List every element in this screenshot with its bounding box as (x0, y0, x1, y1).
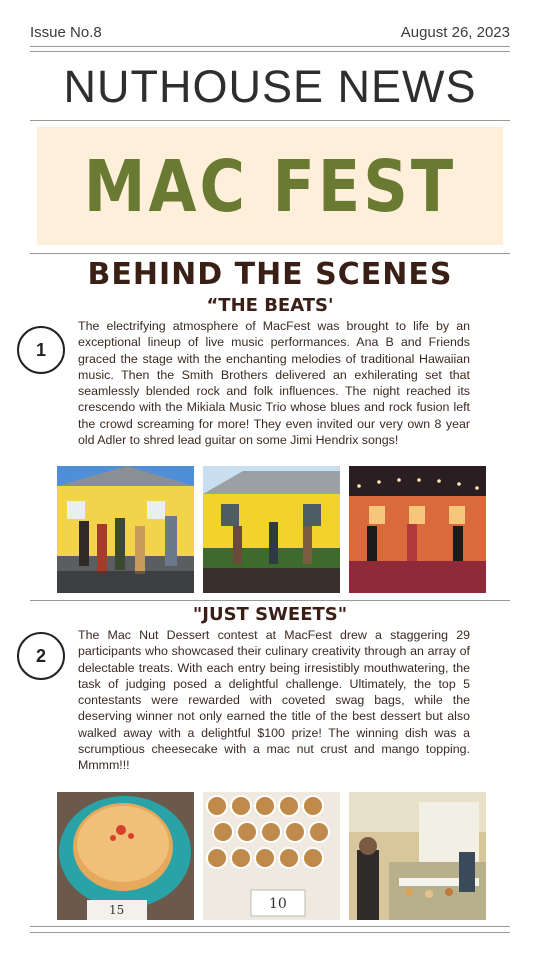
issue-number: Issue No.8 (30, 23, 102, 41)
story-1-number-badge (17, 326, 65, 374)
event-banner (37, 127, 503, 245)
photo-label-15: 15 (109, 903, 125, 917)
story-2-number-badge (17, 632, 65, 680)
photo-night-concert (349, 466, 486, 593)
story-2-body: The Mac Nut Dessert contest at MacFest drew a staggering 29 participants who showcased their culinary creativity through an array of delectable treats. With each entry being irresistibly mouthwatering, the task of judging posed a delightful challenge. Ultimately, the top 5 contestants were rewarded with coveted swag bags, while the deserving winner not only earned the title of the best dessert but also walked away with a delightful $100 prize! The winning dish was a scrumptious cheesecake with a mac nut crust and mango topping. Mmmm!!! (78, 628, 470, 773)
bottom-rule-1 (30, 926, 510, 927)
photo-dessert-tables (349, 792, 486, 920)
issue-date: August 26, 2023 (400, 23, 510, 41)
banner-rule (30, 253, 510, 254)
story-1-body: The electrifying atmosphere of MacFest was brought to life by an exceptional lineup of live music performances. Ana B and Friends graced the stage with the enchanting melodies of traditional Hawaiian music. Then the Smith Brothers delivered an exhilerating set that seamlessly blended rock and folk influences. The night reached its crescendo with the Mikiala Music Trio whose blues and rock fusion left the crowd screaming for more! They even invited our very own 8 year old Adler to shred lead guitar on some Jimi Hendrix songs! (78, 319, 470, 448)
photo-band-on-street (57, 466, 194, 593)
story-2-heading: "JUST SWEETS" (192, 604, 348, 625)
photo-cheesecake (57, 792, 194, 920)
section-title: BEHIND THE SCENES (87, 257, 453, 292)
photo-label-10: 10 (269, 896, 287, 912)
masthead-rule (30, 120, 510, 121)
top-rule-2 (30, 51, 510, 52)
story-1-heading: “THE BEATS' (206, 295, 334, 316)
story-1-number: 1 (35, 339, 46, 360)
masthead-title: NUTHOUSE NEWS (63, 61, 477, 112)
photo-band-on-stage (203, 466, 340, 593)
banner-title: MAC FEST (83, 144, 457, 228)
bottom-rule-2 (30, 932, 510, 933)
top-rule-1 (30, 46, 510, 47)
issue-bar (30, 20, 510, 44)
story-2-number: 2 (35, 645, 46, 666)
photo-dessert-cups (203, 792, 340, 920)
story-divider (30, 600, 510, 601)
